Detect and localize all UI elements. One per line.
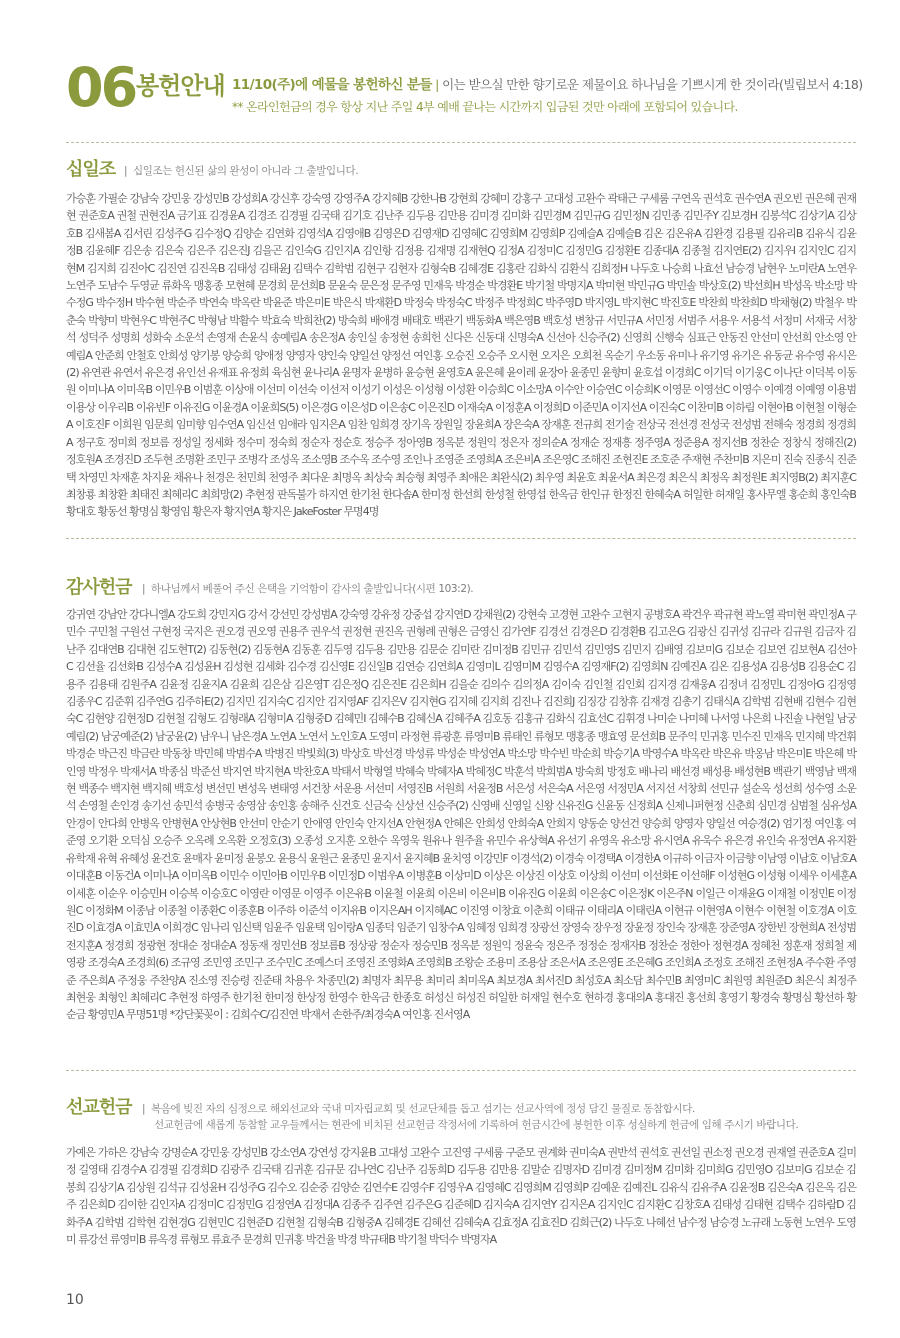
headline: 11/10(주)에 예물을 봉헌하신 분들: [232, 77, 432, 93]
tithe-section: [66, 156, 856, 521]
tithe-title: 십일조: [66, 159, 116, 180]
mission-title: 선교헌금: [66, 1097, 132, 1118]
divider: [66, 142, 856, 143]
mission-section: [66, 1094, 856, 1248]
divider: [66, 538, 856, 539]
mission-description: | 복음에 빚진 자의 심정으로 해외선교와 국내 미자립교회 및 선교단체를 돕고 섬기는 선교사역에 정성 담긴 물질로 동참합시다.: [142, 1103, 695, 1115]
thanks-names: 강귀연 강남안 강다니엘A 강도희 강민지G 강서 강선민 강성범A 강숙영 강유정 강중섭 강지연D 강채원(2) 강현숙 고경현 고완수 고현지 공병호A 곽건우 곽규현 곽노열 곽미현 곽민정A 구민수 구민철 구원선 구현정 국지은 권오경 권오영 권용주 권우석 권정현 권진옥 권형례 권형은 금영신 김가연F 김경선 김경은D 김경환B 김고은G 김광신 김귀성 김규라 김규원 김금자 김난주 김대연B 김대현 김도현T(2) 김동현(2) 김동현A 김동훈 김두영 김두용 김만용 김문순 김미란 김미정B 김민규 김민석 김민영S 김민지 김배영 김보미G 김보순 김보연 김보현A 김선아C 김선율 김선화B 김성수A 김성윤H 김성현 김세화 김수경 김신영E 김신일B 김연승 김연희A 김영미L 김영미M 김영수A 김영재F(2) 김영희N 김예진A 김온 김용성A 김용성B 김용순C 김용주 김용태 김원주A 김윤정 김윤지A 김윤희 김은삼 김은영T 김은정Q 김은진E 김은희H 김을순 김의수 김의정A 김이숙 김인철 김인회 김지경 김재웅A 김정녀 김정민L 김정아G 김정영 김종우C 김준휘 김주연G 김주하E(2) 김지민 김지숙C 김지안 김지영AF 김지은V 김지현G 김지혜 김지희 김진나 김진희J 김징강 김창휴 김재경 김총기 김태식A 김학범 김현배 김현수 김현숙C 김현양 김현정D 김현철 김형도 김형래A 김형미A 김형중D 김혜민I 김혜수B 김혜신A 김혜주A 김호동 김홍규 김화식 김효선C 김휘경 나미순 나미혜 나서영 나은희 나진솔 나현일 남궁예림(2) 남궁예준(2) 남궁윤(2) 남우니 남은경A 노연A 노연서 노인호A 도영미 라정현 류광훈 류영미B 류태인 류형모 맹홍종 맹효영 문선희B 문주익 민귀홍 민수진 민재옥 민지혜 박건휘 박경순 박근진 박금란 박동창 박민혜 박범수A 박병진 박빛희(3) 박상호 박선경 박성류 박성순 박성연A 박소망 박수빈 박순희 박승기A 박영수A 박옥란 박은유 박옹남 박은미E 박은혜 박인영 박정우 박재서A 박종심 박준선 박지연 박지현A 박찬호A 박태서 박형열 박혜숙 박혜자A 박혜정C 박훈석 박희범A 방숙희 방정호 배나리 배선경 배성용 배성현B 백관기 백영남 백재현 백종수 백지현 백지혜 백호성 변선민 변성옥 변태영 서건창 서운용 서선미 서영진B 서원희 서윤정B 서은성 서은숙A 서은영 서정민A 서지선 서창희 선민규 설순옥 성선희 성수영 소운석 손영철 손인경 송기선 송민석 송병국 송영삼 송인홍 송해주 신건호 신금숙 신상선 신승주(2) 신영배 신영일 신왕 신유진G 신윤동 신정희A 신제니퍼현정 신춘희 심민경 심범철 심유성A 안경이 안다희 안병옥 안병현A 안상현B 안선미 안순기 안애영 안인숙 안지선A 안현정A 안혜은 안희성 안희숙A 안희지 양동순 양선건 양승희 양영자 양일선 여승경(2) 엄기정 여인홍 여준영 오기환 오덕심 오승주 오옥례 오옥환 오정호(3) 오종성 오지훈 오한수 옥영욱 원유나 원주율 유민수 유상혁A 유선기 유영옥 유소망 유시연A 유욱수 유은경 유인숙 유정연A 유지환 유학재 유혁 유혜성 윤건호 윤매자 윤미정 윤봉오 윤용식 윤원근 윤종민 윤지서 윤지혜B 윤치영 이강민F 이경석(2) 이경숙 이경택A 이경한A 이규하 이금자 이금향 이남영 이남호 이남호A 이대훈B 이동건A 이미나A 이미옥B 이민수 이민아B 이민우B 이민정D 이범우A 이병훈B 이상미D 이상은 이상진 이상호 이상희 이선미 이선화E 이선해F 이성현G 이성형 이세우 이세훈A 이세훈 이순우 이승민H 이승복 이승호C 이영란 이영문 이영주 이은유B 이윤철 이윤희 이은비 이은비B 이유진G 이윤희 이은송C 이은정K 이은주N 이일근 이재윤G 이재철 이정민E 이정원C 이정화M 이종남 이종철 이종환C 이종훈B 이주하 이준석 이지유B 이지은AH 이지혜AC 이진영 이창효 이춘희 이태규 이태리A 이태린A 이현규 이현영A 이현수 이현철 이호경A 이호진D 이효경A 이효민A 이희경C 임나리 임신택 임윤주 임윤택 임이랑A 임종덕 임준기 임창수A 임혜정 임희경 장광선 장영숙 장우정 장윤정 장인숙 장재훈 장준영A 장한빈 장현희A 전성범 전지훈A 정경희 정광현 정대순 정대순A 정동재 정민선B 정보름B 정상광 정순자 정승민B 정옥분 정원익 정윤숙 정은주 정정순 정재자B 정찬순 정한아 정현경A 정혜천 정훈재 정희철 제영광 조경숙A 조경희(6) 조규영 조민영 조민구 조수민C 조예스더 조영진 조영화A 조영희B 조왕순 조용미 조용삼 조은서A 조은영E 조은혜G 조인희A 조정호 조해진 조현정A 주수환 주영준 주은희A 주정웅 주찬양A 진소영 진승령 진준태 차용우 차종민(2) 최명자 최무용 최미리 최미옥A 최보경A 최서진D 최성호A 최소담 최수민B 최영미C 최원영 최원준D 최은식 최정주 최현웅 최형인 최혜리C 추현정 하영주 한기천 한미정 한상정 한영수 한옥금 한종호 허성신 허성진 허일한 허재일 현수호 현하경 홍대의A 홍대진 홍선희 홍영기 황경숙 황명심 황선하 황순금 황영민A 무명51명 *강단꽃꽂이 : 김희수C/김진연 박재서 손한주/최경숙A 여인홍 진서영A: [66, 608, 857, 1022]
page-title: 봉헌안내: [136, 72, 225, 100]
thanks-title: 감사헌금: [66, 577, 132, 598]
header-subtitle: 11/10(주)에 예물을 봉헌하신 분들 | 이는 받으실 만한 향기로운 제물이요 하나님을 기쁘시게 한 것이라(빌립보서 4:18): [232, 77, 863, 93]
tithe-names: 가승훈 가필순 강남숙 강민웅 강성민B 강성희A 강신후 강숙영 강영주A 강지혜B 강한나B 강현희 강혜미 강홍구 고대성 고완수 곽태근 구세룸 구연옥 권석호 권수연A 권오빈 권은혜 권재현 권준호A 권철 권현진A 금기표 김경윤A 김경조 김경필 김국태 김기호 김난주 김두용 김만용 김미경 김미화 김민경M 김민규G 김민정N 김민종 김민주Y 김보경H 김봉석C 김상기A 김상호B 김새봄A 김서린 김성주G 김수정Q 김양순 김연화 김영석A 김영애B 김영은D 김영재D 김영혜C 김영희M 김영희P 김예슬A 김예슬B 김온 김온유A 김완경 김용필 김유리B 김유식 김윤정B 김윤혜F 김은송 김은숙 김은주 김은진J 김을곤 김인숙G 김인지A 김인항 김정용 김재명 김재현Q 김정A 김정미C 김정민G 김정환E 김종대A 김종철 김지연E(2) 김지우I 김지인C 김지현M 김지희 김진아C 김진연 김진옥B 김태성 김태윤J 김택수 김학범 김현구 김현자 김형숙B 김혜경E 김홍란 김화식 김환식 김희정H 나두호 나승희 나효선 남승경 남현우 노미란A 노연우 노연주 도남수 두영균 류화옥 맹홍종 모현혜 문경희 문선희B 문윤숙 문은정 문주영 민재욱 박경순 박경환E 박기철 박명지A 박미현 박민규G 박민솔 박상호(2) 박선희H 박성옥 박소망 박수정G 박수정H 박수현 박순주 박연숙 박옥란 박윤준 박은미E 박은식 박재환D 박정숙 박정숙C 박정주 박정희C 박주영D 박지영L 박지현C 박진호E 박찬희 박찬희D 박채형(2) 박철우 박춘숙 박향미 박현우C 박현주C 박형남 박활수 박효숙 박희찬(2) 방숙희 배애경 배태호 백관기 백동화A 백은영B 백호성 변창규 서민규A 서민정 서범주 서용우 서용석 서정미 서재국 서창석 성덕주 성명희 성화숙 소운석 손영재 손윤식 송예림A 송은정A 송인실 송정현 송희헌 신다은 신동대 신명숙A 신선아 신승주(2) 신영희 신행숙 심표근 안동진 안선미 안선희 안소영 안예림A 안준희 안철호 안희성 양기봉 양승희 양애정 양영자 양인숙 양일선 양정선 여인홍 오승진 오승주 오시현 오지은 오희천 옥순기 우소동 유미나 유기영 유기은 유동균 유수영 유시은(2) 유연관 유연서 유은경 유인선 유재표 유정희 육심현 윤나리A 윤명자 윤병하 윤승현 윤영호A 윤은혜 윤이레 윤장아 윤종민 윤향미 윤호섭 이경희C 이기덕 이기웅C 이나단 이덕복 이동원 이미나A 이미옥B 이민우B 이범훈 이상애 이선미 이선숙 이선저 이성기 이성은 이성형 이성환 이승희C 이소망A 이수안 이승연C 이승희K 이영문 이영선C 이영수 이예경 이예영 이용범 이용상 이우리B 이유빈F 이유진G 이윤경A 이윤희S(5) 이은경G 이은성D 이은송C 이은진D 이재숙A 이정훈A 이정희D 이준민A 이지선A 이진숙C 이찬미B 이하림 이현아B 이현철 이형순A 이호진F 이희원 임문희 임미향 임수연A 임신선 임애라 임지은A 임찬 임희경 장기옥 장원일 장윤희A 장은숙A 장재훈 전규희 전기술 전상국 전선경 전성국 전성범 전해숙 정경희 정경희A 정구호 정미희 정보름 정성일 정세화 정수미 정숙희 정순자 정순호 정승주 정아영B 정옥분 정원익 정은자 정의순A 정재순 정재흥 정주영A 정준용A 정지선B 정찬순 정창식 정해진(2) 정호원A 조경진D 조두현 조명환 조민구 조병각 조성옥 조소영B 조수옥 조수영 조인나 조영준 조영희A 조은비A 조은영C 조해진 조현진E 조호준 주재현 주찬미B 지은미 진숙 진종식 진준택 차영민 차재훈 차지윤 채유나 천경은 천민희 천영주 최다운 최명옥 최상숙 최승형 최영주 최애은 최완식(2) 최우영 최윤호 최윤서A 최은경 최은식 최정옥 최정원E 최지영B(2) 최지훈C 최창룡 최창환 최태진 최혜리C 최희망(2) 추현정 판독불가 하지연 한기천 한다솜A 한미정 한선희 한성철 한영섭 한옥금 한인규 한정진 한혜숙A 허일한 허재일 홍사무엘 홍순희 홍인숙B 황대호 황동선 황명심 황영임 황은자 황지연A 황지은 JakeFoster 무명4명: [66, 192, 857, 519]
mission-description-2: 선교헌금에 새롭게 동참할 교우들께서는 현관에 비치된 선교헌금 작정서에 기록하여 헌금시간에 봉헌한 이후 성실하게 헌금에 임해 주시기 바랍니다.: [154, 1119, 799, 1131]
page-number: 10: [66, 1292, 84, 1308]
mission-names: 가예은 가하은 강남숙 강명순A 강민웅 강성민B 강소연A 강연성 강지윤B 고대성 고완수 고진영 구세룸 구준모 권계화 권미숙A 권반석 권석호 권선일 권소정 권오경 권재열 권준호A 길미정 길영태 김경수A 김경필 김경희D 김광주 김국태 김귀훈 김규문 김나연C 김난주 김동희D 김두용 김만용 김말순 김명자D 김미경 김미정M 김미화 김미희G 김민영O 김보미G 김보순 김봉희 김상기A 김상원 김석규 김성윤H 김성주G 김수오 김순중 김양순 김연수E 김영수F 김영우A 김영혜C 김영희M 김영희P 김예운 김예진L 김유식 김유주A 김윤정B 김은숙A 김은옥 김은주 김은희D 김이한 김인자A 김정미C 김정민G 김정연A 김정대A 김종주 김주연 김주은G 김준혜D 김지숙A 김지연Y 김지은A 김지인C 김지환C 김창호A 김태성 김태현 김택수 김하람D 김화주A 김학범 김학현 김현경G 김현민C 김현준D 김현철 김형숙B 김형중A 김혜경E 김혜선 김혜숙A 김효정A 김효진D 김희근(2) 나두호 나혜선 남수정 남승경 노규래 노동현 노연우 도영미 류강선 류영미B 류옥경 류형모 류효주 문경희 민귀홍 박건율 박경 박규태B 박기철 박덕수 박명자A: [66, 1146, 856, 1247]
online-offering-note: ** 온라인헌금의 경우 항상 지난 주일 4부 예배 끝나는 시간까지 입금된 것만 아래에 포함되어 있습니다.: [232, 100, 738, 114]
thanks-section: [66, 574, 856, 1024]
tithe-description: | 십일조는 헌신된 삶의 완성이 아니라 그 출발입니다.: [124, 165, 359, 177]
divider: [66, 1070, 856, 1071]
thanks-description: | 하나님께서 베풀어 주신 은택을 기억함이 감사의 출발입니다(시편 103:2).: [142, 583, 474, 595]
page-header: [66, 56, 863, 130]
verse: 이는 받으실 만한 향기로운 제물이요 하나님을 기쁘시게 한 것이라(빌립보서 4:18): [442, 77, 863, 92]
section-number: 06: [66, 56, 136, 119]
